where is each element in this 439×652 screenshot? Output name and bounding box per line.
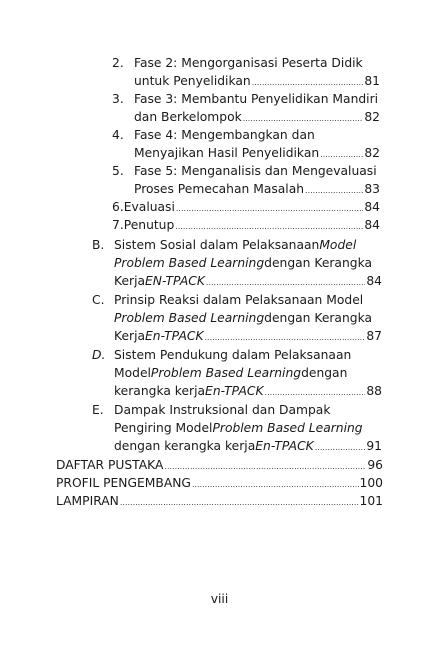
toc-entry-text: dengan Kerangka: [264, 256, 373, 270]
toc-entry-text: Sistem Pendukung dalam Pelaksanaan: [114, 348, 352, 362]
toc-entry-profil-pengembang: [56, 474, 383, 494]
toc-page-number: 100: [359, 476, 383, 490]
toc-entry-text-italic: Problem Based Learning: [212, 421, 363, 435]
toc-entry-text: Fase 3: Membantu Penyelidikan Mandiri: [134, 92, 379, 106]
toc-entry-e-line3: [114, 437, 382, 457]
toc-entry-d-line1: [92, 346, 382, 364]
toc-entry-text: Fase 5: Menganalisis dan Mengevaluasi: [134, 164, 377, 178]
toc-entry-text: Proses Pemecahan Masalah: [134, 182, 305, 196]
toc-entry-text: dengan Kerangka: [264, 311, 373, 325]
toc-entry-number: 2.: [112, 56, 124, 70]
toc-entry-letter: B.: [92, 238, 105, 252]
toc-page-number: 88: [366, 384, 382, 398]
toc-page-number: 82: [364, 146, 380, 160]
toc-entry-text: Penutup: [123, 218, 175, 232]
toc-entry-b-line2: [114, 254, 382, 272]
toc-entry-d-line3: [114, 382, 382, 402]
toc-entry-text-italic: Problem Based Learning: [150, 366, 302, 380]
toc-entry-text: DAFTAR PUSTAKA: [56, 458, 164, 472]
toc-page-number: 96: [367, 458, 383, 472]
toc-page-number: 82: [364, 110, 380, 124]
toc-entry-text: Fase 4: Mengembangkan dan: [134, 128, 315, 142]
toc-entry-text: dengan kerangka kerja: [114, 439, 256, 453]
toc-entry-2-line1: [112, 54, 380, 72]
toc-entry-text: Sistem Sosial dalam Pelaksanaan: [114, 238, 320, 252]
toc-entry-d-line2: [114, 364, 382, 382]
toc-entry-7: [112, 216, 380, 236]
dot-leader: [120, 494, 359, 512]
toc-entry-c-line2: [114, 309, 382, 327]
toc-entry-text-italic: Problem Based Learning: [114, 256, 265, 270]
toc-page-number: 84: [364, 218, 380, 232]
toc-entry-text-italic: EN-TPACK: [145, 274, 205, 288]
toc-entry-text: Evaluasi: [123, 200, 175, 214]
toc-entry-number: 4.: [112, 128, 124, 142]
toc-entry-text: Kerja: [114, 274, 146, 288]
toc-entry-text-italic: En-TPACK: [205, 384, 264, 398]
toc-entry-text-italic: En-TPACK: [145, 329, 204, 343]
dot-leader: [205, 329, 366, 347]
toc-page-number: 81: [364, 74, 380, 88]
dot-leader: [206, 274, 365, 292]
toc-entry-text: dan Berkelompok: [134, 110, 242, 124]
toc-entry-letter: C.: [92, 293, 105, 307]
toc-entry-daftar-pustaka: [56, 456, 383, 476]
toc-entry-4-line1: [112, 126, 380, 144]
toc-entry-text: Pengiring Model: [114, 421, 213, 435]
toc-entry-text: dengan: [301, 366, 348, 380]
page-number: viii: [210, 592, 229, 606]
toc-entry-lampiran: [56, 492, 383, 512]
dot-leader: [175, 218, 363, 236]
toc-entry-c-line3: [114, 327, 382, 347]
toc-entry-3-line2: [134, 108, 380, 128]
toc-entry-letter: E.: [92, 403, 104, 417]
toc-entry-text: Prinsip Reaksi dalam Pelaksanaan Model: [114, 293, 364, 307]
toc-entry-c-line1: [92, 291, 382, 309]
toc-entry-b-line1: [92, 236, 382, 254]
toc-page-number: 84: [366, 274, 382, 288]
toc-entry-5-line2: [134, 180, 380, 200]
toc-entry-e-line2: [114, 419, 382, 437]
toc-entry-text: Menyajikan Hasil Penyelidikan: [134, 146, 320, 160]
toc-entry-letter: D.: [92, 348, 106, 362]
toc-entry-4-line2: [134, 144, 380, 164]
toc-entry-text-italic: Problem Based Learning: [114, 311, 265, 325]
toc-page-number: 91: [366, 439, 382, 453]
toc-entry-text: LAMPIRAN: [56, 494, 119, 508]
toc-entry-text: Model: [114, 366, 151, 380]
toc-entry-text: Fase 2: Mengorganisasi Peserta Didik: [134, 56, 363, 70]
toc-entry-e-line1: [92, 401, 382, 419]
toc-entry-text: untuk Penyelidikan: [134, 74, 251, 88]
toc-entry-text: Kerja: [114, 329, 146, 343]
toc-page-number: 101: [359, 494, 383, 508]
dot-leader: [265, 384, 366, 402]
toc-entry-number: 3.: [112, 92, 124, 106]
toc-entry-text: kerangka kerja: [114, 384, 206, 398]
toc-page-number: 87: [366, 329, 382, 343]
toc-entry-text: Dampak Instruksional dan Dampak: [114, 403, 331, 417]
toc-entry-number: 6.: [112, 200, 124, 214]
toc-entry-number: 7.: [112, 218, 124, 232]
toc-entry-text-italic: En-TPACK: [255, 439, 314, 453]
toc-entry-2-line2: [134, 72, 380, 92]
toc-entry-text-italic: Model: [319, 238, 357, 252]
toc-entry-3-line1: [112, 90, 380, 108]
toc-entry-number: 5.: [112, 164, 124, 178]
toc-entry-text: PROFIL PENGEMBANG: [56, 476, 191, 490]
dot-leader: [315, 439, 366, 457]
toc-entry-b-line3: [114, 272, 382, 292]
toc-entry-5-line1: [112, 162, 380, 180]
toc-page-number: 84: [364, 200, 380, 214]
toc-page-number: 83: [364, 182, 380, 196]
toc-entry-6: [112, 198, 380, 218]
